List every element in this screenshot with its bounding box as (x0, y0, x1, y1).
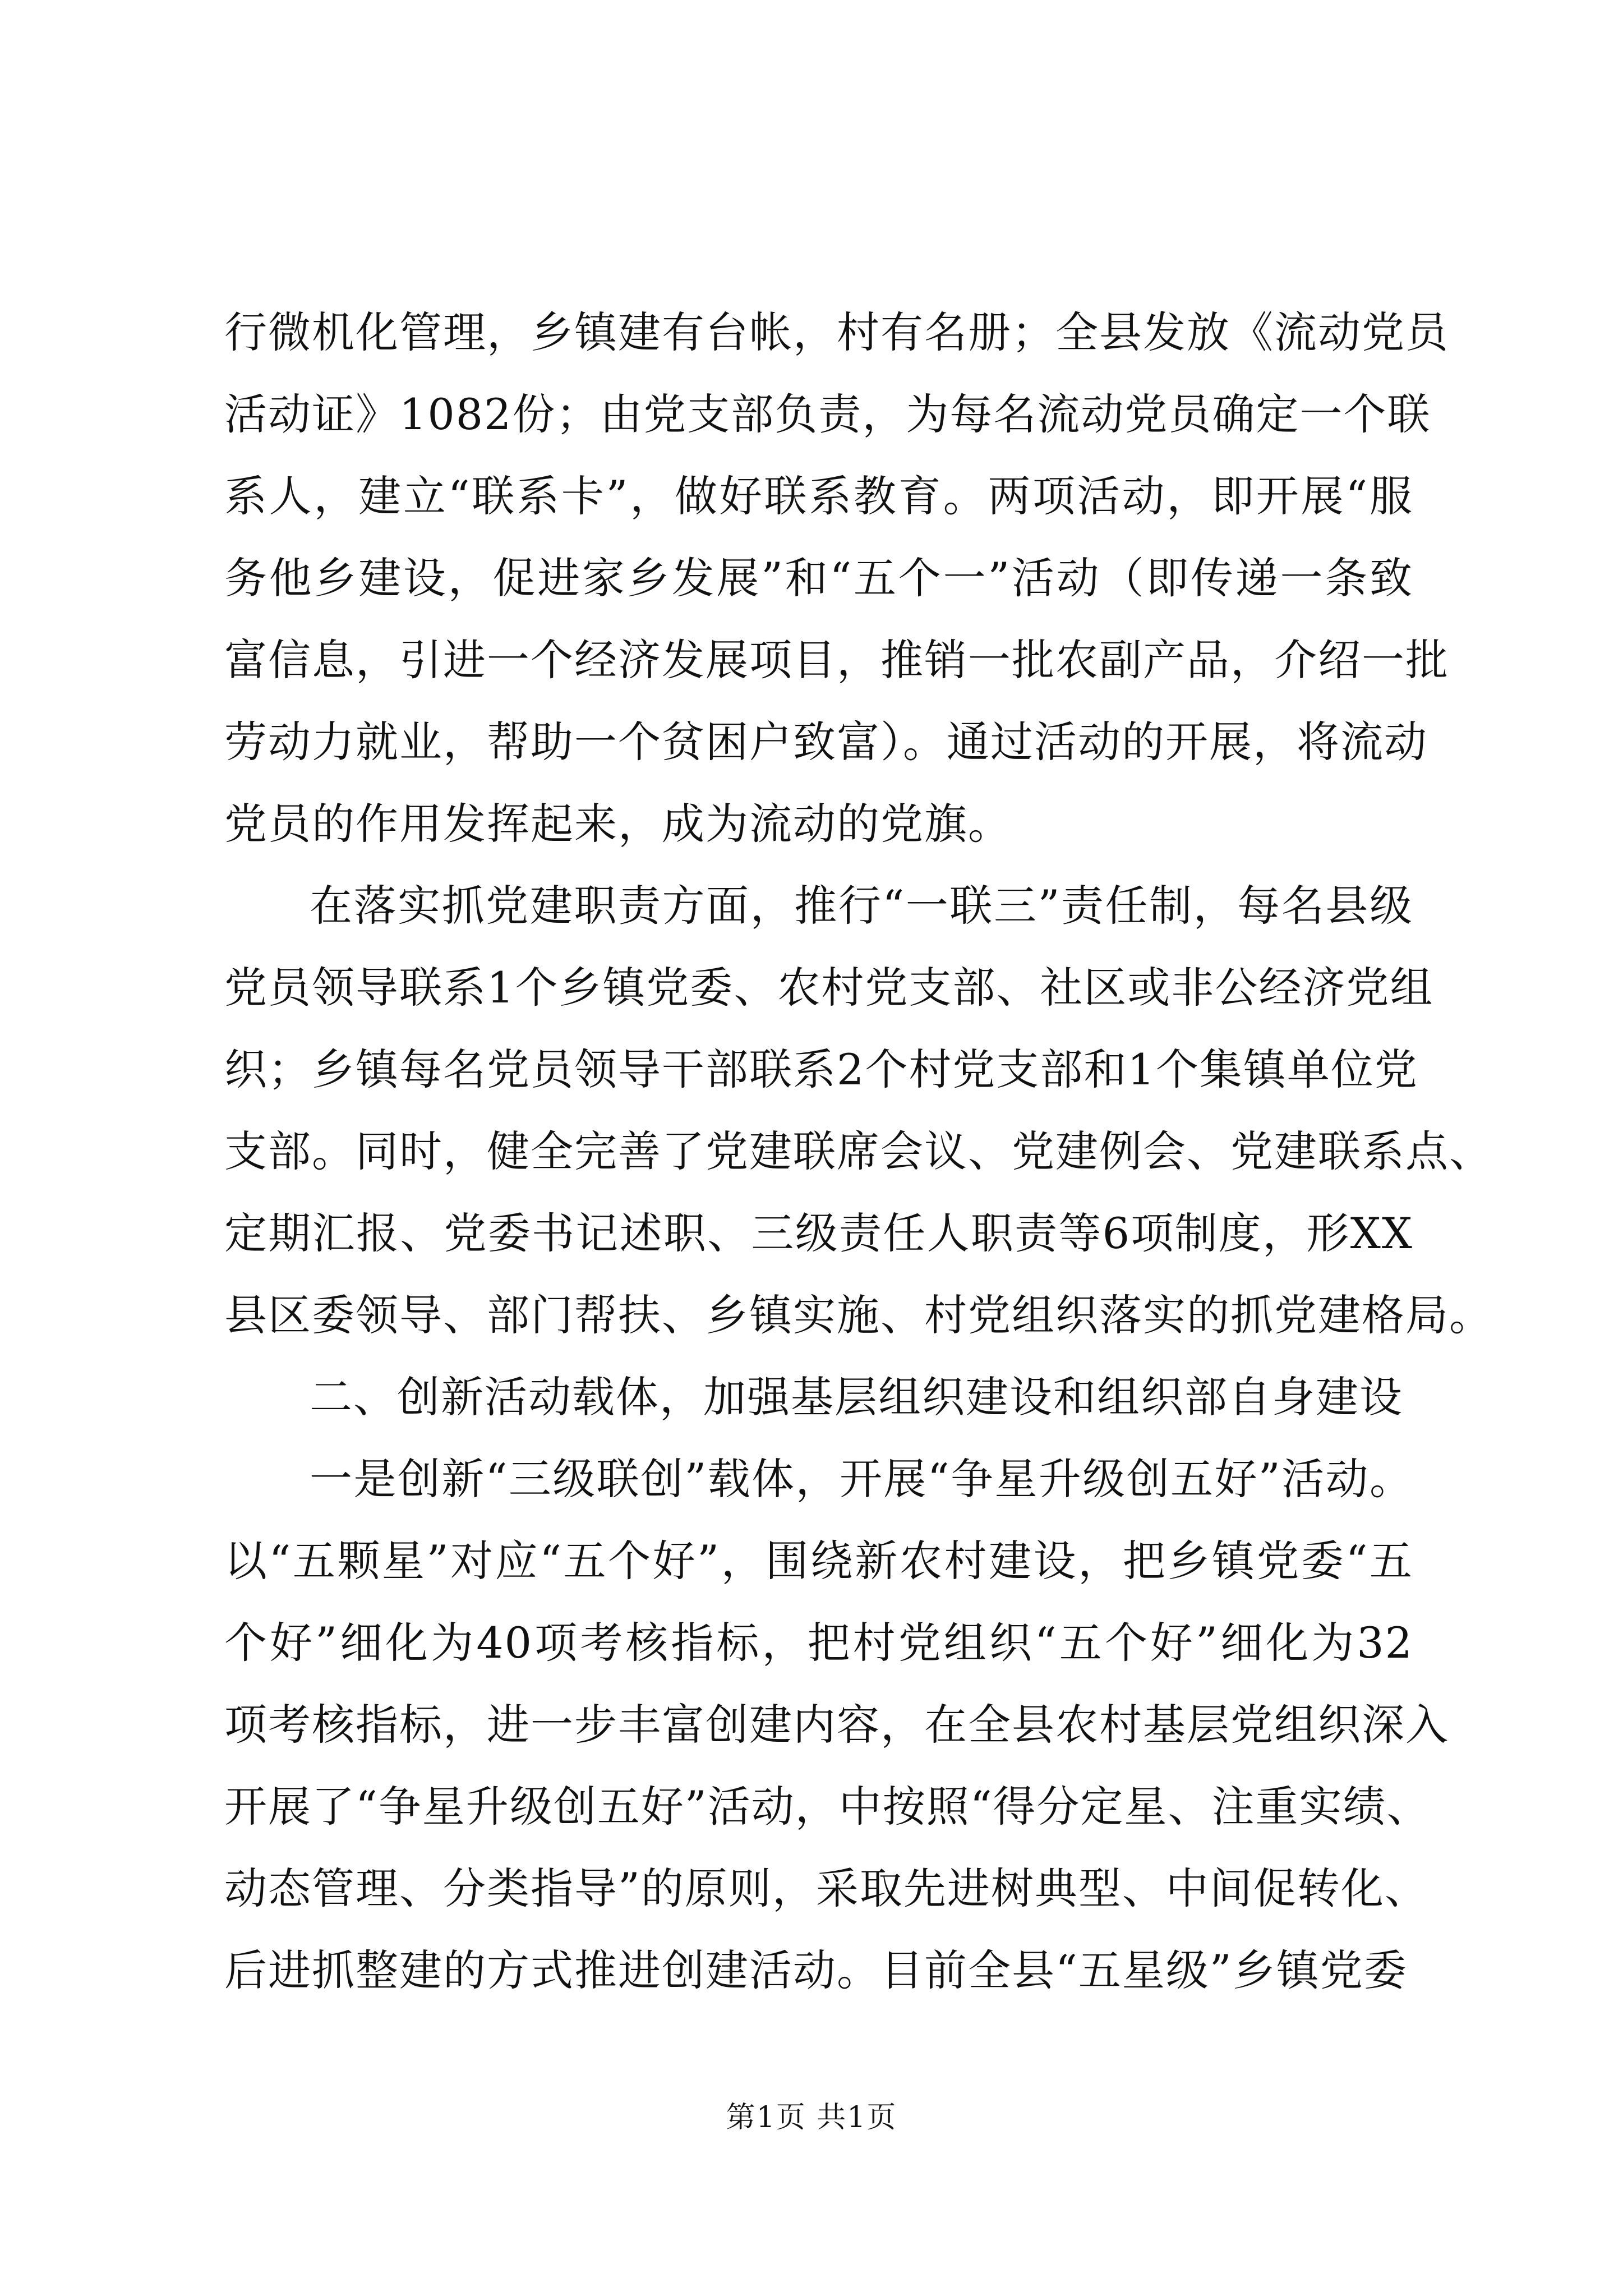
text-line: 项考核指标，进一步丰富创建内容，在全县农村基层党组织深入 (224, 1700, 1449, 1750)
text-line: 在落实抓党建职责方面，推行“一联三”责任制，每名县级 (310, 881, 1413, 931)
paragraph (224, 1438, 1449, 2012)
text-line: 织；乡镇每名党员领导干部联系2个村党支部和1个集镇单位党 (224, 1045, 1418, 1094)
text-line: 富信息，引进一个经济发展项目，推销一批农副产品，介绍一批 (224, 635, 1449, 685)
text-line: 党员的作用发挥起来，成为流动的党旗。 (224, 799, 1012, 849)
paragraph (224, 292, 1449, 865)
document-body (224, 292, 1493, 2012)
text-line: 劳动力就业，帮助一个贫困户致富）。通过活动的开展，将流动 (224, 717, 1428, 767)
page-footer: 第1页 共1页 (726, 2101, 897, 2134)
text-line: 县区委领导、部门帮扶、乡镇实施、村党组织落实的抓党建格局。 (224, 1290, 1493, 1340)
text-line: 系人，建立“联系卡”，做好联系教育。两项活动，即开展“服 (224, 471, 1413, 521)
text-line: 以“五颗星”对应“五个好”，围绕新农村建设，把乡镇党委“五 (224, 1536, 1413, 1586)
text-line: 开展了“争星升级创五好”活动，中按照“得分定星、注重实绩、 (224, 1782, 1431, 1832)
paragraph (224, 865, 1493, 1356)
text-line: 务他乡建设，促进家乡发展”和“五个一”活动（即传递一条致 (224, 553, 1413, 603)
text-line: 二、创新活动载体，加强基层组织建设和组织部自身建设 (310, 1372, 1403, 1422)
text-line: 党员领导联系1个乡镇党委、农村党支部、社区或非公经济党组 (224, 963, 1434, 1013)
text-line: 后进抓整建的方式推进创建活动。目前全县“五星级”乡镇党委 (224, 1945, 1408, 1995)
text-line: 一是创新“三级联创”载体，开展“争星升级创五好”活动。 (310, 1454, 1413, 1504)
text-line: 动态管理、分类指导”的原则，采取先进树典型、中间促转化、 (224, 1864, 1428, 1913)
text-line: 支部。同时，健全完善了党建联席会议、党建例会、党建联系点、 (224, 1126, 1493, 1176)
text-line: 行微机化管理，乡镇建有台帐，村有名册；全县发放《流动党员 (224, 307, 1449, 357)
text-line: 定期汇报、党委书记述职、三级责任人职责等6项制度，形XX (224, 1208, 1413, 1258)
text-line: 个好”细化为40项考核指标，把村党组织“五个好”细化为32 (224, 1618, 1413, 1668)
text-line: 活动证》1082份；由党支部负责，为每名流动党员确定一个联 (224, 389, 1431, 439)
paragraph (224, 1356, 1413, 1438)
